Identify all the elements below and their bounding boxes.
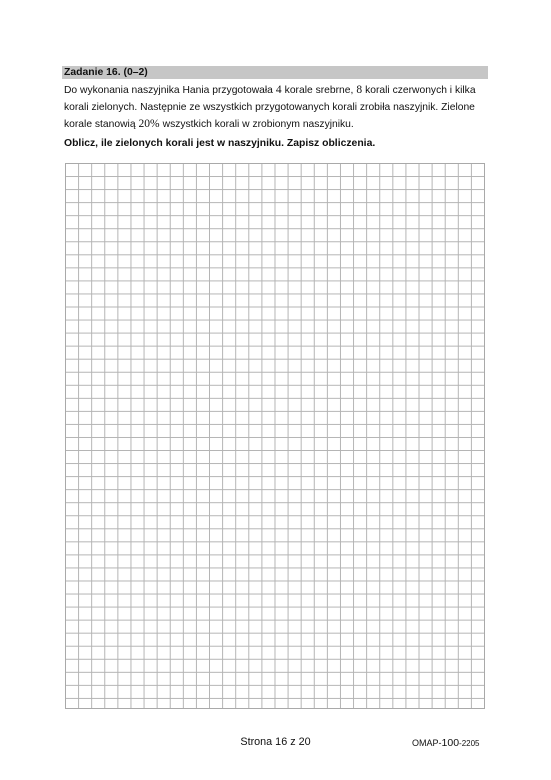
task-text-part-4: wszystkich korali w zrobionym naszyjniku. [162, 119, 354, 130]
task-text-part-3: korali czerwonych i kilka korali zielonych. Następnie ze wszystkich przygotowanych korali zrobiła naszyjnik. Zielone korale stanowią [64, 85, 476, 130]
answer-grid[interactable] [65, 163, 485, 709]
number-red-beads: 8 [356, 84, 363, 96]
number-silver-beads: 4 [275, 84, 282, 96]
percent-green-beads: 20% [138, 118, 160, 130]
task-header: Zadanie 16. (0–2) [62, 66, 488, 79]
task-text-part-1: Do wykonania naszyjnika Hania przygotowała [64, 85, 273, 96]
page-number: Strona 16 z 20 [240, 736, 311, 748]
exam-code-prefix: OMAP- [412, 738, 442, 748]
exam-code [412, 738, 480, 749]
task-instruction: Oblicz, ile zielonych korali jest w naszyjniku. Zapisz obliczenia. [64, 138, 376, 149]
task-text-part-2: korale srebrne, [284, 85, 354, 96]
task-text [64, 82, 488, 133]
exam-code-number: 100 [441, 737, 460, 749]
exam-code-suffix: -2205 [459, 739, 480, 748]
